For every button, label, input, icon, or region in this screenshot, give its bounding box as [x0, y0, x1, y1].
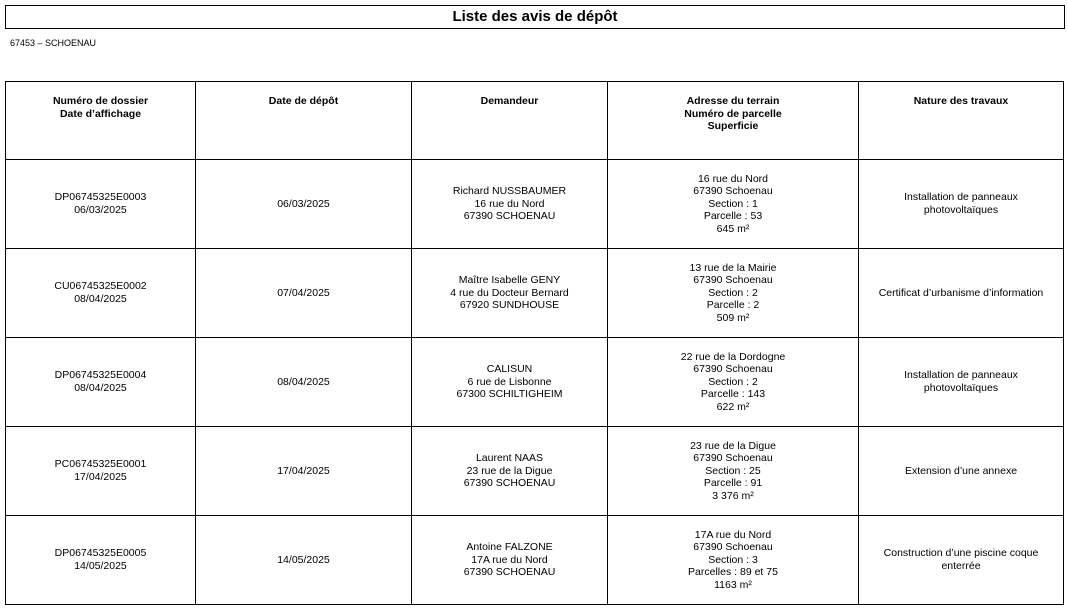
cell-dossier: DP06745325E0004 08/04/2025 [6, 338, 196, 427]
cell-nature: Construction d’une piscine coque enterrée [859, 516, 1064, 605]
header-adresse-terrain: Adresse du terrain Numéro de parcelle Superficie [608, 82, 859, 160]
cell-dossier: DP06745325E0003 06/03/2025 [6, 160, 196, 249]
cell-nature: Installation de panneaux photovoltaïques [859, 160, 1064, 249]
cell-adresse: 22 rue de la Dordogne 67390 Schoenau Section : 2 Parcelle : 143 622 m² [608, 338, 859, 427]
cell-adresse: 16 rue du Nord 67390 Schoenau Section : 1 Parcelle : 53 645 m² [608, 160, 859, 249]
table-row [6, 249, 1064, 338]
cell-dossier: CU06745325E0002 08/04/2025 [6, 249, 196, 338]
header-date-depot: Date de dépôt [196, 82, 412, 160]
cell-demandeur: Richard NUSSBAUMER 16 rue du Nord 67390 SCHOENAU [412, 160, 608, 249]
avis-table [5, 81, 1064, 605]
cell-nature: Certificat d’urbanisme d’information [859, 249, 1064, 338]
cell-nature: Installation de panneaux photovoltaïques [859, 338, 1064, 427]
cell-adresse: 17A rue du Nord 67390 Schoenau Section : 3 Parcelles : 89 et 75 1163 m² [608, 516, 859, 605]
page-title: Liste des avis de dépôt [5, 5, 1065, 29]
cell-date-depot: 17/04/2025 [196, 427, 412, 516]
table-row [6, 160, 1064, 249]
cell-date-depot: 08/04/2025 [196, 338, 412, 427]
header-demandeur: Demandeur [412, 82, 608, 160]
cell-demandeur: Antoine FALZONE 17A rue du Nord 67390 SCHOENAU [412, 516, 608, 605]
cell-adresse: 23 rue de la Digue 67390 Schoenau Section : 25 Parcelle : 91 3 376 m² [608, 427, 859, 516]
cell-demandeur: CALISUN 6 rue de Lisbonne 67300 SCHILTIGHEIM [412, 338, 608, 427]
cell-dossier: DP06745325E0005 14/05/2025 [6, 516, 196, 605]
cell-date-depot: 06/03/2025 [196, 160, 412, 249]
cell-nature: Extension d’une annexe [859, 427, 1064, 516]
table-header-row [6, 82, 1064, 160]
header-numero-dossier: Numéro de dossier Date d’affichage [6, 82, 196, 160]
cell-date-depot: 14/05/2025 [196, 516, 412, 605]
cell-date-depot: 07/04/2025 [196, 249, 412, 338]
table-row [6, 516, 1064, 605]
cell-demandeur: Maître Isabelle GENY 4 rue du Docteur Bernard 67920 SUNDHOUSE [412, 249, 608, 338]
cell-dossier: PC06745325E0001 17/04/2025 [6, 427, 196, 516]
header-nature-travaux: Nature des travaux [859, 82, 1064, 160]
cell-adresse: 13 rue de la Mairie 67390 Schoenau Section : 2 Parcelle : 2 509 m² [608, 249, 859, 338]
table-row [6, 338, 1064, 427]
cell-demandeur: Laurent NAAS 23 rue de la Digue 67390 SCHOENAU [412, 427, 608, 516]
table-row [6, 427, 1064, 516]
commune-label: 67453 – SCHOENAU [10, 38, 97, 48]
